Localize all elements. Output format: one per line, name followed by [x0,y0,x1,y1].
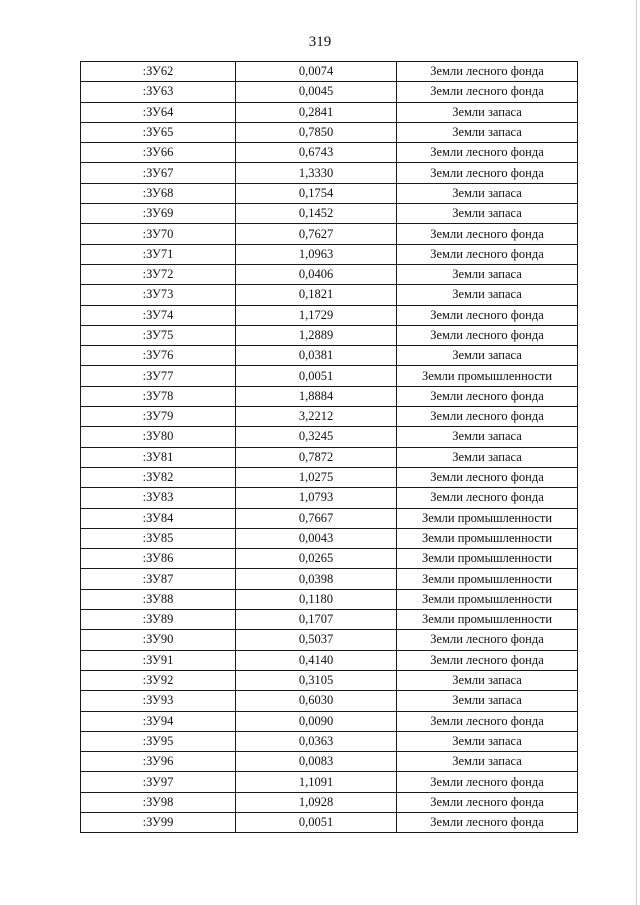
plot-id-cell: :ЗУ99 [81,812,236,832]
table-row [81,752,578,772]
plot-area-cell: 0,0051 [236,366,397,386]
table-row [81,427,578,447]
plot-id-cell: :ЗУ77 [81,366,236,386]
land-category-cell: Земли лесного фонда [397,488,578,508]
table-row [81,102,578,122]
table-row [81,772,578,792]
plot-id-cell: :ЗУ88 [81,589,236,609]
land-category-cell: Земли промышленности [397,569,578,589]
table-row [81,711,578,731]
plot-id-cell: :ЗУ68 [81,183,236,203]
land-category-cell: Земли лесного фонда [397,772,578,792]
plot-area-cell: 0,0074 [236,62,397,82]
plot-area-cell: 0,7627 [236,224,397,244]
table-row [81,325,578,345]
table-row [81,488,578,508]
plot-area-cell: 0,0090 [236,711,397,731]
land-category-cell: Земли лесного фонда [397,386,578,406]
table-row [81,670,578,690]
land-category-cell: Земли лесного фонда [397,163,578,183]
table-row [81,386,578,406]
table-row [81,264,578,284]
land-category-cell: Земли промышленности [397,549,578,569]
land-category-cell: Земли лесного фонда [397,305,578,325]
plot-id-cell: :ЗУ89 [81,610,236,630]
plot-id-cell: :ЗУ71 [81,244,236,264]
plot-area-cell: 0,0045 [236,82,397,102]
page-number: 319 [308,34,332,50]
plot-id-cell: :ЗУ65 [81,122,236,142]
plot-id-cell: :ЗУ93 [81,691,236,711]
plot-id-cell: :ЗУ92 [81,670,236,690]
plot-area-cell: 0,0406 [236,264,397,284]
land-plots-table [80,61,578,833]
plot-id-cell: :ЗУ81 [81,447,236,467]
plot-area-cell: 1,3330 [236,163,397,183]
table-row [81,244,578,264]
table-row [81,366,578,386]
table-row [81,204,578,224]
land-category-cell: Земли лесного фонда [397,467,578,487]
plot-area-cell: 0,6743 [236,143,397,163]
table-row [81,528,578,548]
page-edge-line [636,0,637,905]
land-category-cell: Земли запаса [397,346,578,366]
plot-area-cell: 1,8884 [236,386,397,406]
plot-id-cell: :ЗУ63 [81,82,236,102]
land-category-cell: Земли запаса [397,102,578,122]
plot-area-cell: 3,2212 [236,407,397,427]
plot-area-cell: 0,0398 [236,569,397,589]
table-row [81,143,578,163]
plot-area-cell: 1,0928 [236,792,397,812]
land-category-cell: Земли лесного фонда [397,407,578,427]
plot-area-cell: 0,3105 [236,670,397,690]
land-category-cell: Земли запаса [397,427,578,447]
table-row [81,163,578,183]
plot-id-cell: :ЗУ90 [81,630,236,650]
plot-id-cell: :ЗУ83 [81,488,236,508]
plot-id-cell: :ЗУ91 [81,650,236,670]
plot-area-cell: 0,6030 [236,691,397,711]
plot-area-cell: 0,1180 [236,589,397,609]
plot-id-cell: :ЗУ96 [81,752,236,772]
plot-area-cell: 0,1754 [236,183,397,203]
plot-area-cell: 0,3245 [236,427,397,447]
table-row [81,812,578,832]
table-row [81,630,578,650]
plot-id-cell: :ЗУ82 [81,467,236,487]
plot-area-cell: 0,2841 [236,102,397,122]
table-body [81,62,578,833]
land-category-cell: Земли запаса [397,122,578,142]
plot-area-cell: 1,0963 [236,244,397,264]
plot-id-cell: :ЗУ64 [81,102,236,122]
plot-id-cell: :ЗУ67 [81,163,236,183]
plot-area-cell: 0,7850 [236,122,397,142]
land-category-cell: Земли лесного фонда [397,650,578,670]
table-row [81,650,578,670]
land-category-cell: Земли лесного фонда [397,82,578,102]
plot-area-cell: 0,4140 [236,650,397,670]
plot-area-cell: 0,7667 [236,508,397,528]
land-category-cell: Земли лесного фонда [397,325,578,345]
plot-id-cell: :ЗУ87 [81,569,236,589]
plot-area-cell: 1,2889 [236,325,397,345]
plot-area-cell: 1,1729 [236,305,397,325]
table-row [81,407,578,427]
plot-area-cell: 1,1091 [236,772,397,792]
table-row [81,62,578,82]
land-category-cell: Земли лесного фонда [397,711,578,731]
plot-id-cell: :ЗУ97 [81,772,236,792]
plot-area-cell: 0,0043 [236,528,397,548]
table-row [81,305,578,325]
table-row [81,549,578,569]
plot-area-cell: 0,0083 [236,752,397,772]
table-row [81,792,578,812]
plot-area-cell: 0,7872 [236,447,397,467]
plot-area-cell: 1,0793 [236,488,397,508]
table-row [81,122,578,142]
plot-id-cell: :ЗУ75 [81,325,236,345]
plot-area-cell: 0,0265 [236,549,397,569]
land-category-cell: Земли промышленности [397,610,578,630]
table-row [81,691,578,711]
plot-id-cell: :ЗУ85 [81,528,236,548]
plot-area-cell: 0,0051 [236,812,397,832]
plot-id-cell: :ЗУ66 [81,143,236,163]
plot-id-cell: :ЗУ62 [81,62,236,82]
plot-id-cell: :ЗУ73 [81,285,236,305]
plot-area-cell: 0,1452 [236,204,397,224]
plot-id-cell: :ЗУ72 [81,264,236,284]
plot-id-cell: :ЗУ78 [81,386,236,406]
land-category-cell: Земли лесного фонда [397,792,578,812]
plot-id-cell: :ЗУ94 [81,711,236,731]
plot-id-cell: :ЗУ84 [81,508,236,528]
land-category-cell: Земли лесного фонда [397,630,578,650]
table-row [81,346,578,366]
plot-id-cell: :ЗУ95 [81,731,236,751]
land-category-cell: Земли лесного фонда [397,143,578,163]
table-row [81,731,578,751]
table-row [81,467,578,487]
plot-id-cell: :ЗУ76 [81,346,236,366]
plot-id-cell: :ЗУ74 [81,305,236,325]
table-row [81,82,578,102]
plot-id-cell: :ЗУ79 [81,407,236,427]
land-category-cell: Земли запаса [397,670,578,690]
table-row [81,285,578,305]
plot-area-cell: 0,0381 [236,346,397,366]
land-category-cell: Земли промышленности [397,589,578,609]
land-category-cell: Земли лесного фонда [397,812,578,832]
plot-id-cell: :ЗУ70 [81,224,236,244]
land-category-cell: Земли промышленности [397,366,578,386]
land-category-cell: Земли запаса [397,731,578,751]
table-row [81,224,578,244]
land-category-cell: Земли запаса [397,183,578,203]
plot-area-cell: 1,0275 [236,467,397,487]
land-category-cell: Земли запаса [397,204,578,224]
table-row [81,569,578,589]
plot-id-cell: :ЗУ80 [81,427,236,447]
land-category-cell: Земли промышленности [397,508,578,528]
table-row [81,589,578,609]
plot-id-cell: :ЗУ86 [81,549,236,569]
plot-area-cell: 0,1707 [236,610,397,630]
table-row [81,610,578,630]
land-category-cell: Земли запаса [397,691,578,711]
plot-area-cell: 0,1821 [236,285,397,305]
plot-area-cell: 0,0363 [236,731,397,751]
land-category-cell: Земли запаса [397,264,578,284]
land-category-cell: Земли лесного фонда [397,244,578,264]
land-category-cell: Земли промышленности [397,528,578,548]
land-category-cell: Земли запаса [397,752,578,772]
plot-id-cell: :ЗУ69 [81,204,236,224]
land-category-cell: Земли лесного фонда [397,224,578,244]
plot-area-cell: 0,5037 [236,630,397,650]
land-category-cell: Земли лесного фонда [397,62,578,82]
table-row [81,508,578,528]
land-category-cell: Земли запаса [397,447,578,467]
land-category-cell: Земли запаса [397,285,578,305]
table-row [81,183,578,203]
table-row [81,447,578,467]
plot-id-cell: :ЗУ98 [81,792,236,812]
